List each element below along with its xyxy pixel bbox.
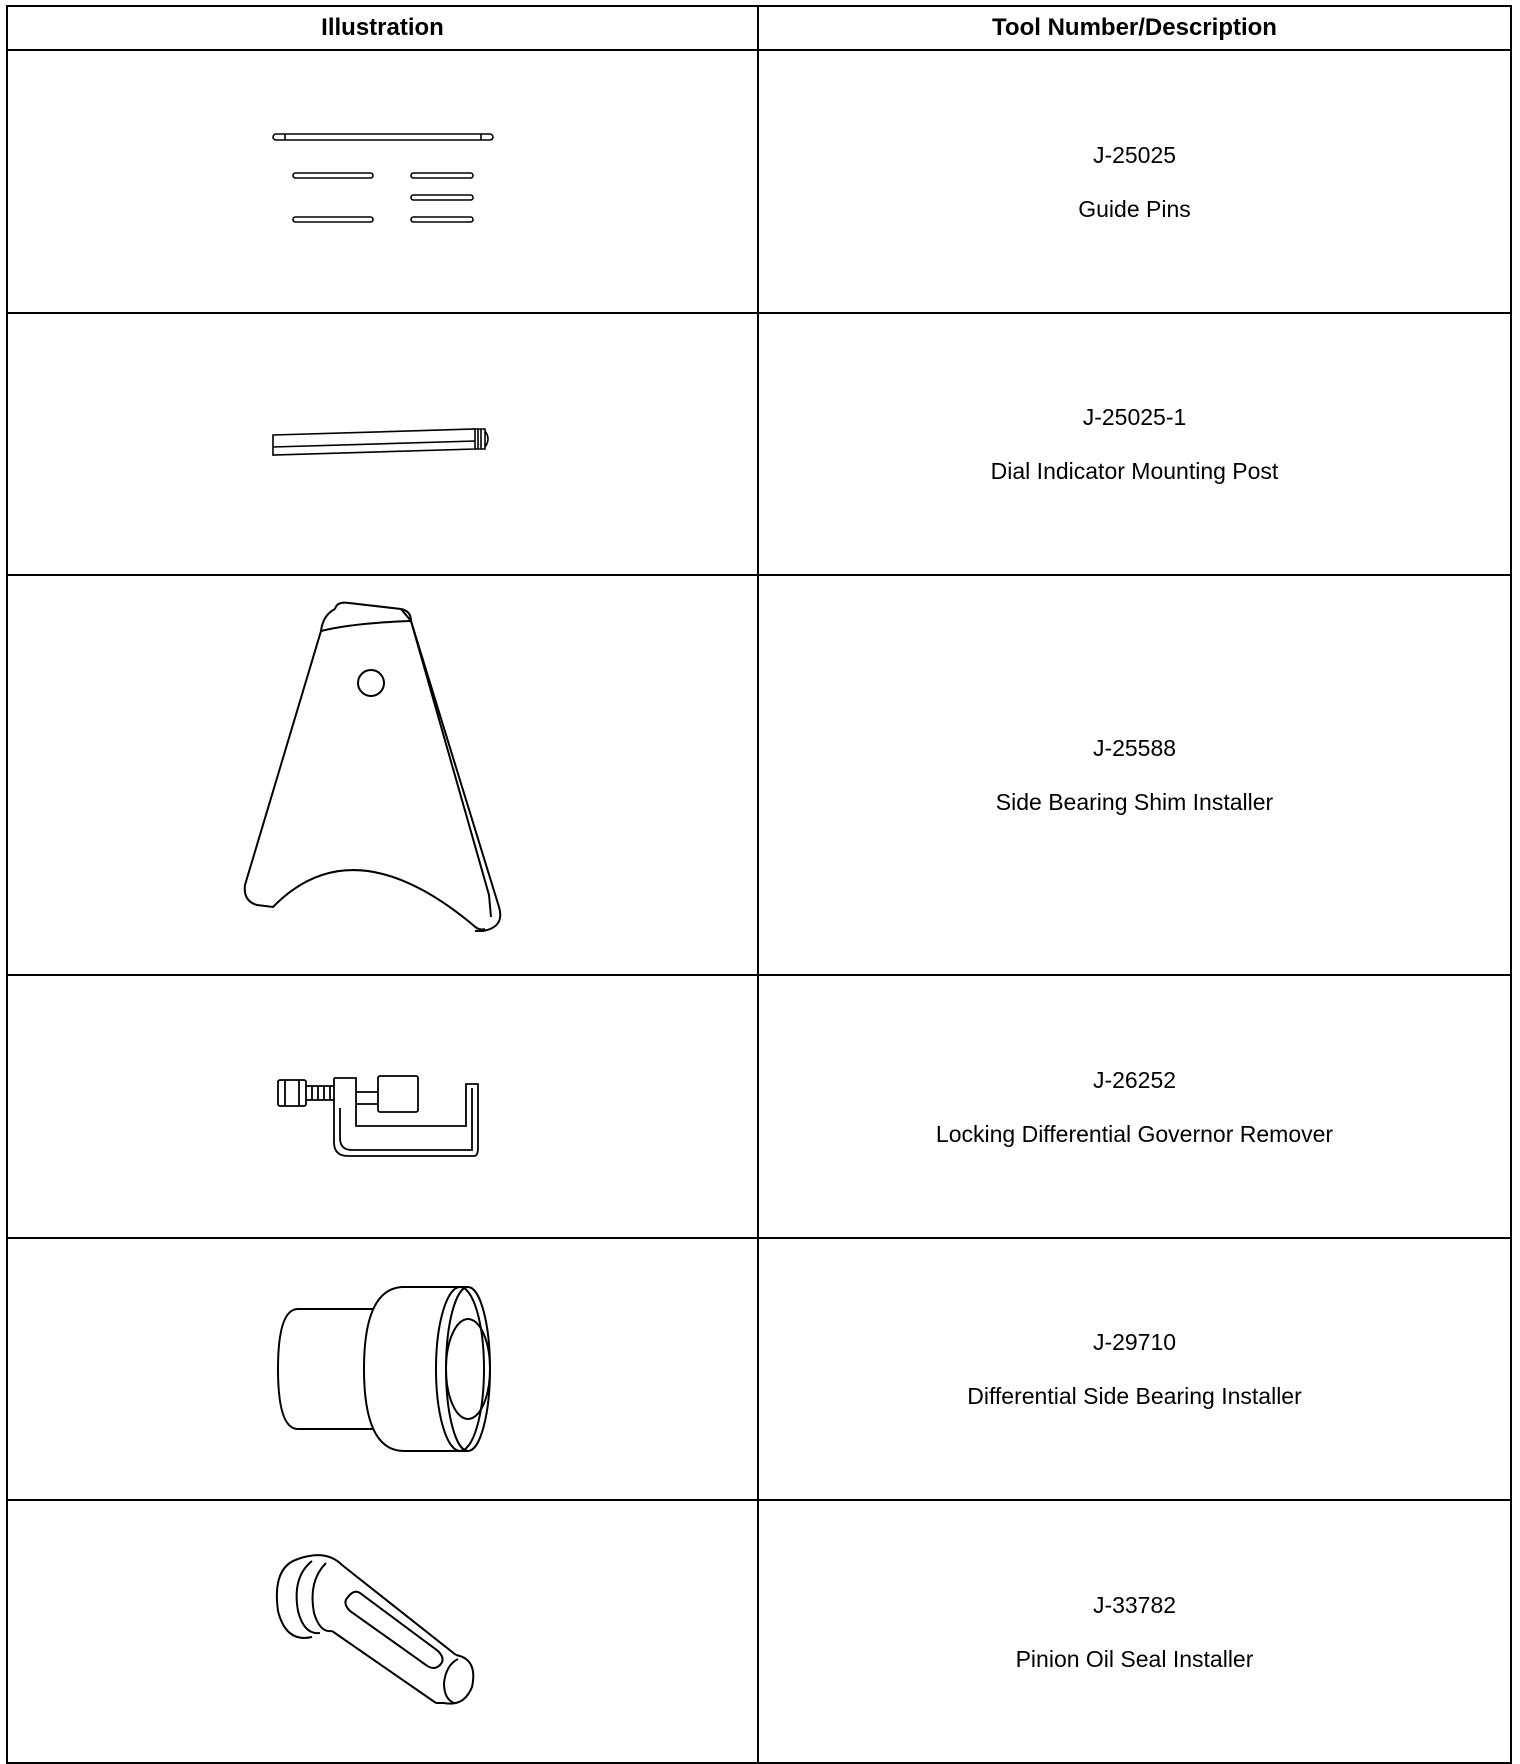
illustration-header: Illustration bbox=[7, 6, 758, 50]
tool-cell bbox=[758, 1238, 1511, 1500]
illustration-cell bbox=[7, 1238, 758, 1500]
tool-cell bbox=[758, 975, 1511, 1238]
table-row bbox=[7, 1500, 1511, 1763]
seal-installer-icon bbox=[268, 1547, 498, 1717]
tool-description: Dial Indicator Mounting Post bbox=[990, 458, 1279, 484]
special-tools-table bbox=[6, 5, 1512, 1764]
illustration-cell bbox=[7, 1500, 758, 1763]
illustration-cell bbox=[7, 575, 758, 975]
tool-cell bbox=[758, 1500, 1511, 1763]
tool-cell bbox=[758, 575, 1511, 975]
tool-cell bbox=[758, 313, 1511, 575]
tool-description: Differential Side Bearing Installer bbox=[967, 1383, 1302, 1409]
tool-number: J-25025 bbox=[1092, 141, 1177, 168]
illustration-cell bbox=[7, 975, 758, 1238]
table-row bbox=[7, 575, 1511, 975]
tool-description-header: Tool Number/Description bbox=[758, 6, 1511, 50]
bearing-installer-icon bbox=[268, 1279, 498, 1459]
governor-remover-icon bbox=[268, 1052, 498, 1162]
tool-cell bbox=[758, 50, 1511, 313]
tool-description: Pinion Oil Seal Installer bbox=[1015, 1645, 1254, 1672]
guide-pins-icon bbox=[263, 122, 503, 242]
table-header-row bbox=[7, 6, 1511, 50]
illustration-cell bbox=[7, 313, 758, 575]
tool-number: J-26252 bbox=[1092, 1066, 1177, 1093]
table-row bbox=[7, 1238, 1511, 1500]
shim-installer-icon bbox=[233, 595, 533, 955]
tool-number: J-25588 bbox=[1092, 735, 1177, 761]
tool-description: Guide Pins bbox=[1078, 195, 1191, 222]
tool-number: J-25025-1 bbox=[1082, 404, 1187, 430]
illustration-cell bbox=[7, 50, 758, 313]
mounting-post-icon bbox=[263, 419, 503, 469]
table-row bbox=[7, 50, 1511, 313]
tool-description: Locking Differential Governor Remover bbox=[935, 1120, 1334, 1147]
tool-number: J-29710 bbox=[1092, 1329, 1177, 1355]
table-row bbox=[7, 313, 1511, 575]
tool-description: Side Bearing Shim Installer bbox=[995, 789, 1274, 815]
table-row bbox=[7, 975, 1511, 1238]
tool-number: J-33782 bbox=[1092, 1591, 1177, 1618]
